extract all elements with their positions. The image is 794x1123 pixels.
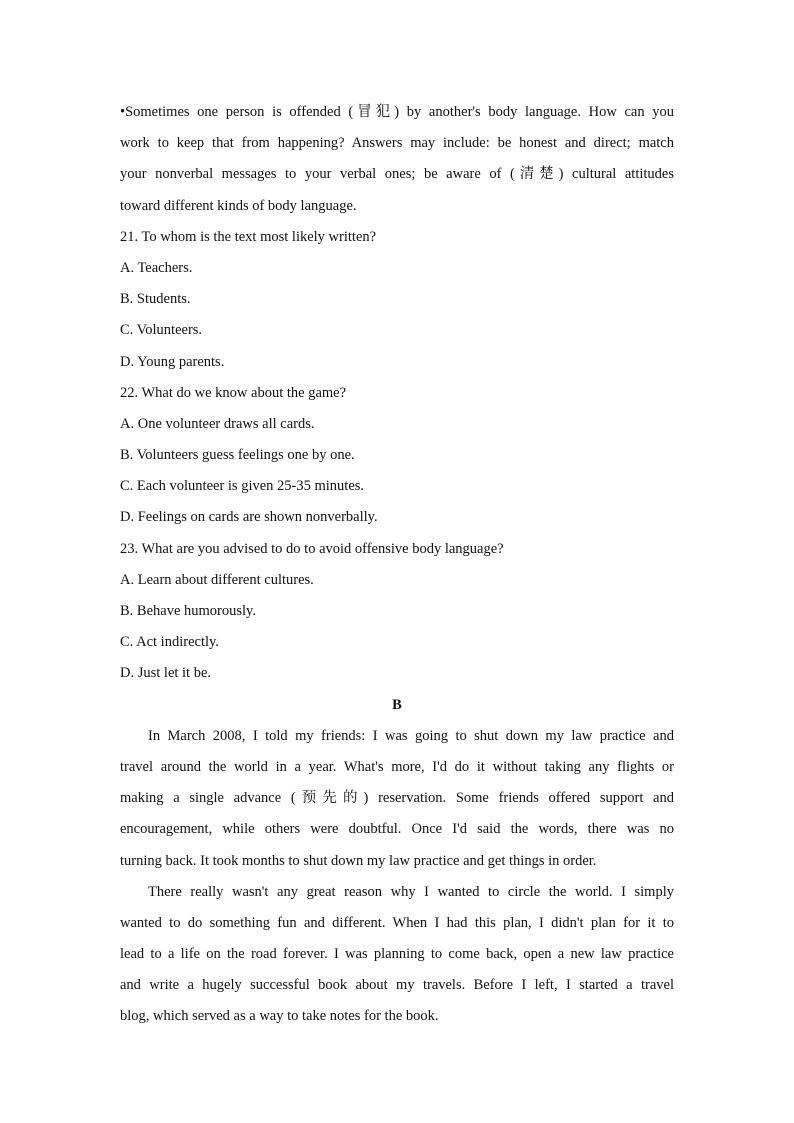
option-c: C. Volunteers.: [120, 322, 203, 339]
question-21: [120, 222, 674, 378]
passage-line: wanted to do something fun and different. When I had this plan, I didn't plan for it to: [120, 914, 674, 931]
option-a: A. Teachers.: [120, 259, 193, 276]
option-a: A. Learn about different cultures.: [120, 571, 314, 588]
section-heading: B: [392, 696, 402, 713]
passage-line: In March 2008, I told my friends: I was going to shut down my law practice and: [148, 727, 674, 744]
option-d: D. Feelings on cards are shown nonverbally.: [120, 509, 378, 526]
passage-line: and write a hugely successful book about my travels. Before I left, I started a travel: [120, 977, 674, 994]
option-d: D. Just let it be.: [120, 665, 212, 682]
option-a: A. One volunteer draws all cards.: [120, 415, 315, 432]
passage-paragraph-2: [120, 877, 674, 1033]
intro-paragraph: [120, 97, 674, 222]
intro-line: toward different kinds of body language.: [120, 197, 357, 214]
intro-line: work to keep that from happening? Answers may include: be honest and direct; match: [120, 135, 674, 152]
intro-line: your nonverbal messages to your verbal ones; be aware of (清楚) cultural attitudes: [120, 166, 674, 183]
option-c: C. Each volunteer is given 25-35 minutes.: [120, 478, 365, 495]
passage-line: There really wasn't any great reason why I wanted to circle the world. I simply: [148, 883, 674, 900]
question-stem: 23. What are you advised to do to avoid offensive body language?: [120, 540, 504, 557]
question-22: [120, 378, 674, 534]
option-d: D. Young parents.: [120, 353, 225, 370]
option-c: C. Act indirectly.: [120, 634, 219, 651]
option-b: B. Volunteers guess feelings one by one.: [120, 447, 355, 464]
option-b: B. Behave humorously.: [120, 603, 256, 619]
option-b: B. Students.: [120, 291, 191, 308]
passage-line: travel around the world in a year. What's more, I'd do it without taking any flights or: [120, 758, 674, 775]
page-content: [120, 97, 674, 1033]
passage-line: turning back. It took months to shut down my law practice and get things in order.: [120, 852, 597, 869]
passage-paragraph-1: [120, 721, 674, 877]
question-stem: 22. What do we know about the game?: [120, 384, 347, 401]
passage-line: lead to a life on the road forever. I was planning to come back, open a new law practice: [120, 946, 674, 963]
passage-line: blog, which served as a way to take notes for the book.: [120, 1008, 439, 1025]
passage-line: encouragement, while others were doubtful. Once I'd said the words, there was no: [120, 821, 674, 838]
question-23: [120, 534, 674, 690]
question-stem: 21. To whom is the text most likely written?: [120, 228, 377, 245]
intro-line: •Sometimes one person is offended (冒犯) by another's body language. How can you: [120, 104, 674, 120]
passage-line: making a single advance (预先的) reservation. Some friends offered support and: [120, 790, 674, 807]
